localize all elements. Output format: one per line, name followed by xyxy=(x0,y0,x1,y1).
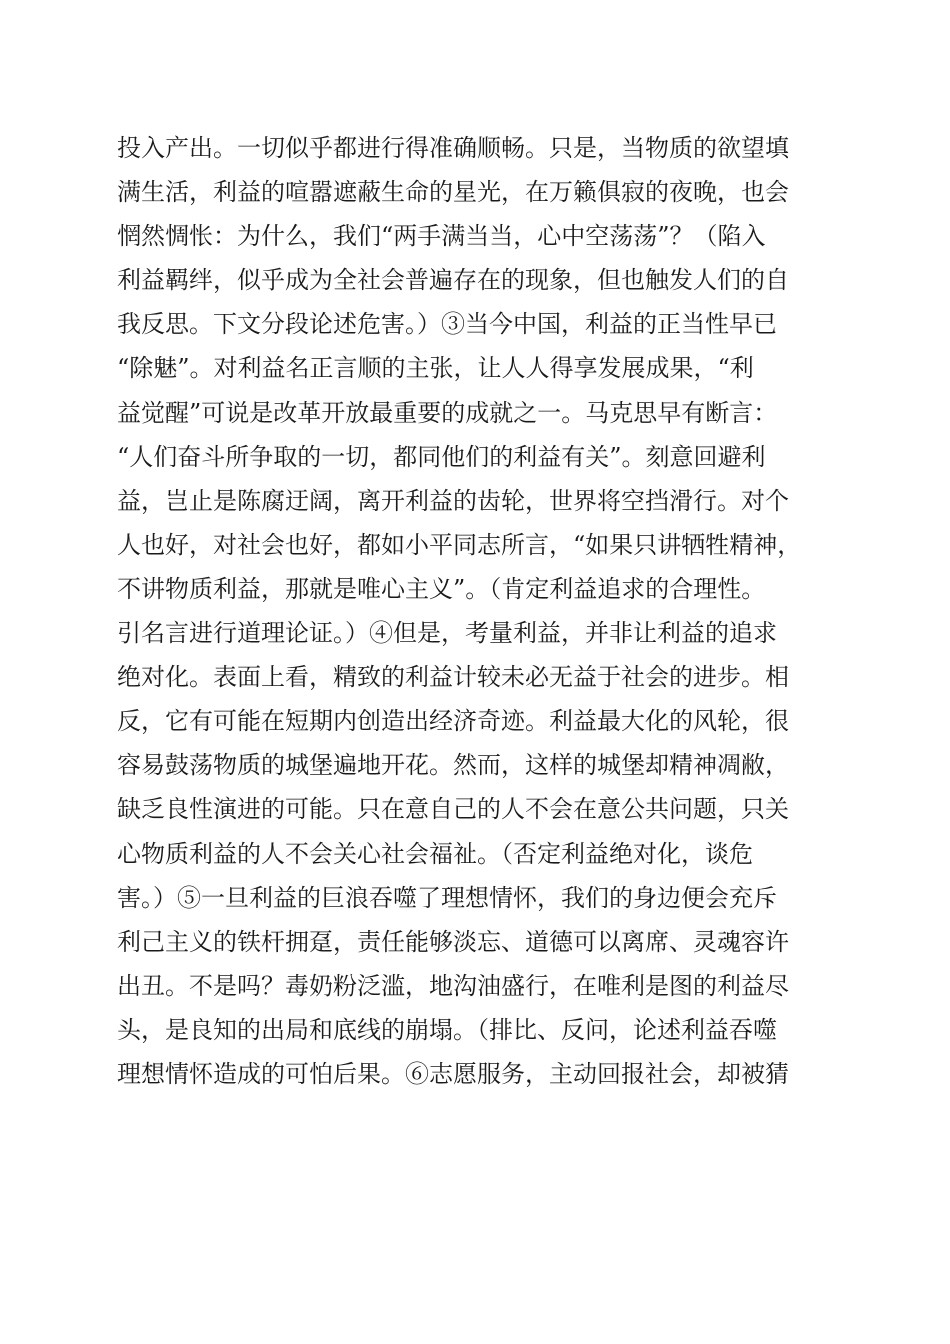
text-line: 心物质利益的人不会关心社会福祉。（否定利益绝对化，谈危 xyxy=(117,839,753,868)
text-line: 理想情怀造成的可怕后果。⑥志愿服务，主动回报社会，却被猜 xyxy=(117,1059,789,1088)
text-line: 头，是良知的出局和底线的崩塌。（排比、反问，论述利益吞噬 xyxy=(117,1015,777,1044)
text-line: 投入产出。一切似乎都进行得准确顺畅。只是，当物质的欲望填 xyxy=(117,134,789,162)
text-line: 惘然惆怅：为什么，我们“两手满当当，心中空荡荡”？（陷入 xyxy=(117,222,766,251)
body-text xyxy=(117,126,837,1096)
text-line: 害。）⑤一旦利益的巨浪吞噬了理想情怀，我们的身边便会充斥 xyxy=(117,883,777,912)
text-line: 反，它有可能在短期内创造出经济奇迹。利益最大化的风轮，很 xyxy=(117,707,789,736)
text-line: 人也好，对社会也好，都如小平同志所言，“如果只讲牺牲精神， xyxy=(117,530,802,559)
text-line: 出丑。不是吗？毒奶粉泛滥，地沟油盛行，在唯利是图的利益尽 xyxy=(117,971,789,1000)
text-line: 绝对化。表面上看，精致的利益计较未必无益于社会的进步。相 xyxy=(117,663,789,692)
text-line: 满生活，利益的喧嚣遮蔽生命的星光，在万籁俱寂的夜晚，也会 xyxy=(117,178,789,207)
text-line: 缺乏良性演进的可能。只在意自己的人不会在意公共问题，只关 xyxy=(117,795,789,824)
text-line: “除魅”。对利益名正言顺的主张，让人人得享发展成果，“利 xyxy=(117,354,754,383)
text-line: 益觉醒”可说是改革开放最重要的成就之一。马克思早有断言： xyxy=(117,398,778,427)
text-line: 利益羁绊，似乎成为全社会普遍存在的现象，但也触发人们的自 xyxy=(117,266,789,295)
text-line: 利己主义的铁杆拥趸，责任能够淡忘、道德可以离席、灵魂容许 xyxy=(117,927,789,956)
text-line: 容易鼓荡物质的城堡遍地开花。然而，这样的城堡却精神凋敝， xyxy=(117,751,789,780)
text-line: 不讲物质利益，那就是唯心主义”。（肯定利益追求的合理性。 xyxy=(117,574,766,603)
text-line: 我反思。下文分段论述危害。）③当今中国，利益的正当性早已 xyxy=(117,310,777,339)
text-line: “人们奋斗所争取的一切，都同他们的利益有关”。刻意回避利 xyxy=(117,442,766,471)
text-line: 益，岂止是陈腐迂阔，离开利益的齿轮，世界将空挡滑行。对个 xyxy=(117,486,789,515)
text-line: 引名言进行道理论证。）④但是，考量利益，并非让利益的追求 xyxy=(117,619,777,648)
